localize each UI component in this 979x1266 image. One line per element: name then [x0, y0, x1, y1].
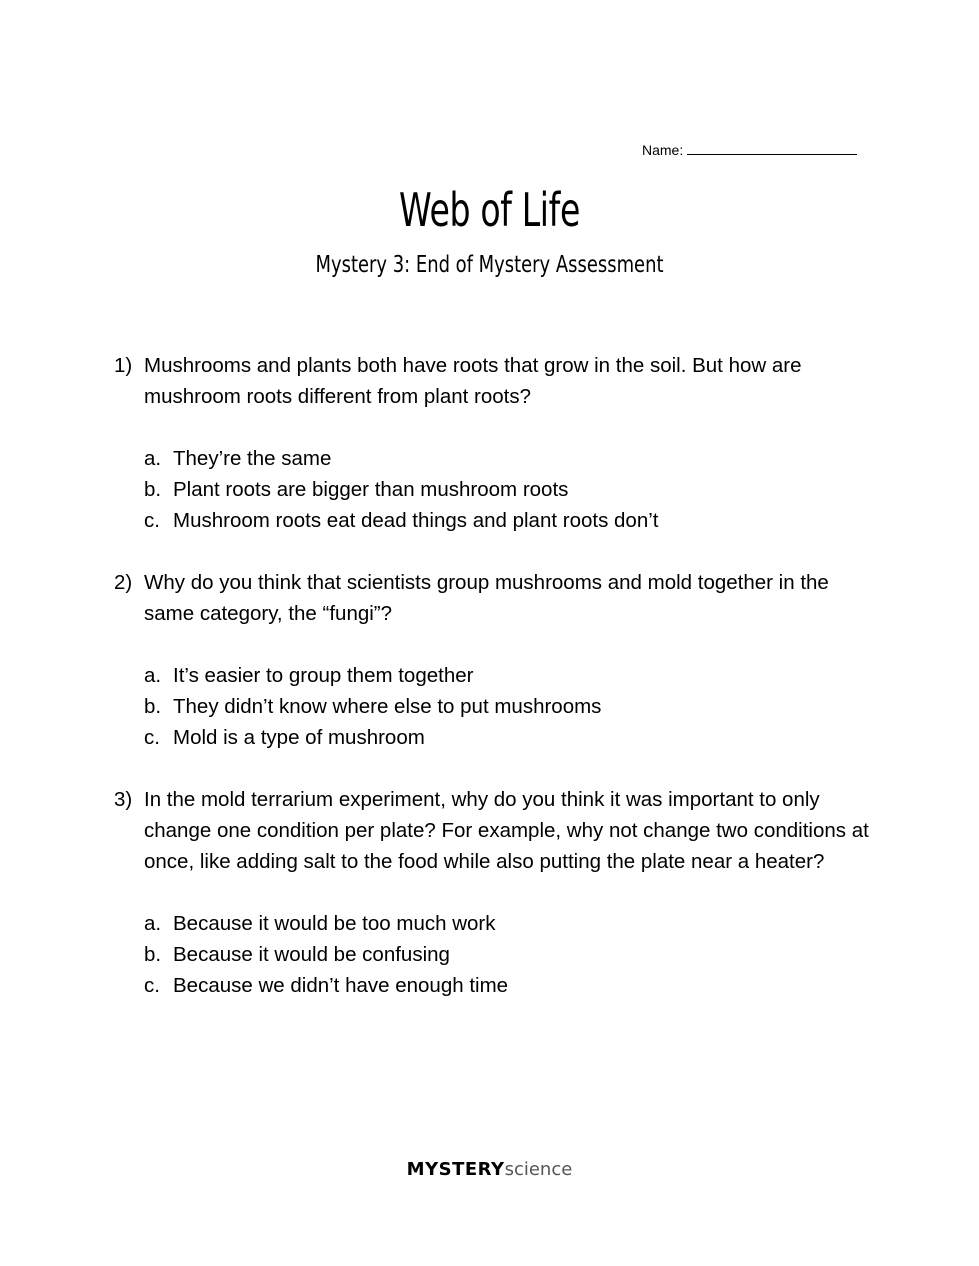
- option-letter: c.: [144, 509, 160, 532]
- option-text: Plant roots are bigger than mushroom roots: [173, 478, 569, 501]
- option-text: Mushroom roots eat dead things and plant roots don’t: [173, 509, 659, 532]
- logo-light-text: science: [504, 1159, 573, 1180]
- option-letter: a.: [144, 912, 162, 935]
- option-text: Because it would be confusing: [173, 943, 450, 966]
- page-subtitle: Mystery 3: End of Mystery Assessment: [315, 252, 664, 278]
- question-2: [114, 567, 874, 753]
- option-letter: b.: [144, 695, 162, 718]
- option-letter: b.: [144, 478, 162, 501]
- option-letter: a.: [144, 664, 162, 687]
- option-text: It’s easier to group them together: [173, 664, 474, 687]
- question-text: Why do you think that scientists group mushrooms and mold together in the same category, the “fungi”?: [144, 571, 829, 625]
- option-text: They didn’t know where else to put mushrooms: [173, 695, 602, 718]
- answer-option[interactable]: [144, 443, 874, 474]
- answer-options: [144, 443, 874, 536]
- answer-option[interactable]: [144, 474, 874, 505]
- answer-option[interactable]: [144, 660, 874, 691]
- question-number: 1): [114, 354, 133, 377]
- question-1: [114, 350, 874, 536]
- answer-option[interactable]: [144, 970, 874, 1001]
- answer-option[interactable]: [144, 505, 874, 536]
- option-text: Mold is a type of mushroom: [173, 726, 425, 749]
- question-number: 3): [114, 788, 133, 811]
- option-letter: c.: [144, 726, 160, 749]
- option-letter: c.: [144, 974, 160, 997]
- name-field[interactable]: [642, 140, 857, 159]
- option-text: Because we didn’t have enough time: [173, 974, 509, 997]
- name-label: Name:: [642, 142, 684, 158]
- question-list: [114, 350, 874, 1032]
- question-text: In the mold terrarium experiment, why do you think it was important to only change one condition per plate? For example, why not change two conditions at once, like adding salt to the food while also putting the plate near a heater?: [144, 788, 869, 873]
- name-blank-line[interactable]: [687, 140, 857, 155]
- question-text: Mushrooms and plants both have roots that grow in the soil. But how are mushroom roots different from plant roots?: [144, 354, 802, 408]
- answer-option[interactable]: [144, 691, 874, 722]
- question-number: 2): [114, 571, 133, 594]
- page-title: Web of Life: [399, 183, 580, 237]
- answer-option[interactable]: [144, 722, 874, 753]
- option-text: Because it would be too much work: [173, 912, 496, 935]
- option-letter: b.: [144, 943, 162, 966]
- answer-option[interactable]: [144, 939, 874, 970]
- logo-bold-text: MYSTERY: [406, 1159, 505, 1180]
- option-text: They’re the same: [173, 447, 332, 470]
- answer-option[interactable]: [144, 908, 874, 939]
- question-3: [114, 784, 874, 1001]
- answer-options: [144, 660, 874, 753]
- answer-options: [144, 908, 874, 1001]
- mystery-science-logo: [0, 1156, 979, 1183]
- option-letter: a.: [144, 447, 162, 470]
